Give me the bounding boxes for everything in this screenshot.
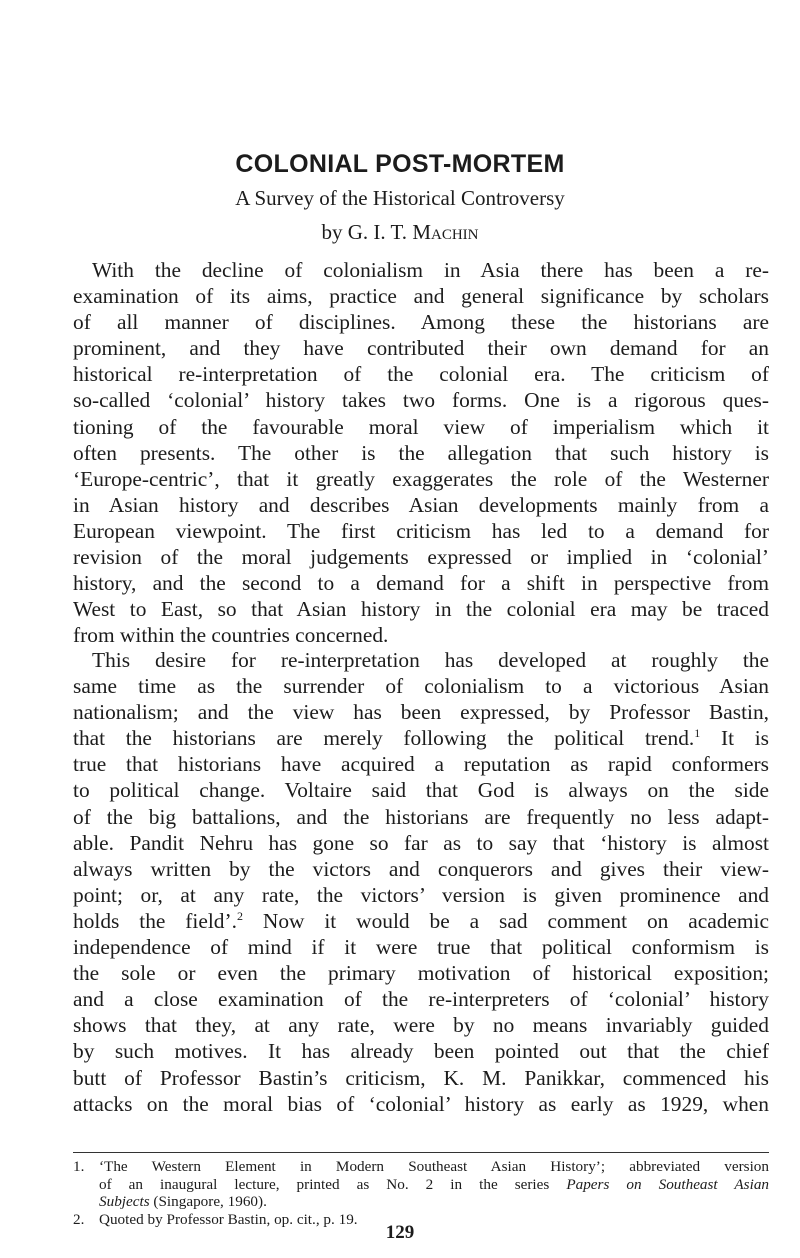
- paragraph-2: [73, 647, 769, 1117]
- body-line: shows that they, at any rate, were by no means invariably guided: [73, 1013, 769, 1038]
- body-line: history, and the second to a demand for a shift in perspective from: [73, 571, 769, 596]
- body-text: Now it would be a sad comment on academic: [242, 908, 769, 933]
- body-line: independence of mind if it were true that political conformism is: [73, 935, 769, 960]
- body-line: true that historians have acquired a reputation as rapid conformers: [73, 752, 769, 777]
- series-title: Papers on Southeast Asian: [566, 1175, 770, 1193]
- body-line: always written by the victors and conquerors and gives their view-: [73, 856, 769, 881]
- footnote-line: [99, 1193, 769, 1211]
- footnote-line: ‘The Western Element in Modern Southeast Asian History’; abbreviated version: [99, 1158, 769, 1175]
- author-surname: Machin: [412, 220, 479, 244]
- article-subtitle: A Survey of the Historical Controversy: [235, 186, 565, 210]
- body-text: that the historians are merely following the political trend.: [73, 726, 695, 751]
- body-line: prominent, and they have contributed their own demand for an: [73, 336, 769, 361]
- body-line: so-called ‘colonial’ history takes two forms. One is a rigorous ques-: [73, 388, 769, 413]
- body-line: and a close examination of the re-interpreters of ‘colonial’ history: [73, 987, 769, 1012]
- body-line: [73, 725, 769, 751]
- footnote-number: 1.: [73, 1158, 85, 1175]
- body-line: from within the countries concerned.: [73, 623, 389, 648]
- body-line: ‘Europe-centric’, that it greatly exaggerates the role of the Westerner: [73, 466, 769, 491]
- body-line: to political change. Voltaire said that God is always on the side: [73, 778, 769, 803]
- body-line: by such motives. It has already been pointed out that the chief: [73, 1039, 769, 1064]
- footnote-line: Quoted by Professor Bastin, op. cit., p. 19.: [99, 1210, 358, 1228]
- paragraph-1: [73, 257, 769, 648]
- body-line: historical re-interpretation of the colonial era. The criticism of: [73, 362, 769, 387]
- body-line: European viewpoint. The first criticism has led to a demand for: [73, 518, 769, 543]
- body-line: in Asian history and describes Asian developments mainly from a: [73, 492, 769, 517]
- body-line: revision of the moral judgements expressed or implied in ‘colonial’: [73, 545, 769, 570]
- body-line: With the decline of colonialism in Asia there has been a re-: [92, 258, 769, 282]
- body-line: of all manner of disciplines. Among these the historians are: [73, 310, 769, 335]
- body-line: point; or, at any rate, the victors’ version is given prominence and: [73, 882, 769, 907]
- footnote-line: [99, 1176, 769, 1194]
- byline-prefix: by G. I. T.: [321, 220, 413, 244]
- footnote-number: 2.: [73, 1210, 85, 1228]
- footnote-text: (Singapore, 1960).: [149, 1193, 267, 1211]
- body-line: This desire for re-interpretation has developed at roughly the: [92, 648, 769, 672]
- body-line: nationalism; and the view has been expressed, by Professor Bastin,: [73, 700, 769, 725]
- footnote-ref-1[interactable]: 1: [694, 726, 701, 741]
- footnote-text: of an inaugural lecture, printed as No. 2 in the series: [99, 1175, 567, 1193]
- body-line: the sole or even the primary motivation of historical exposition;: [73, 961, 769, 986]
- footnotes: [73, 1158, 769, 1228]
- body-line: West to East, so that Asian history in the colonial era may be traced: [73, 597, 769, 622]
- body-text: It is: [700, 726, 769, 751]
- body-line: often presents. The other is the allegation that such history is: [73, 440, 769, 465]
- footnote-1: [73, 1158, 769, 1211]
- body-line: same time as the surrender of colonialism to a victorious Asian: [73, 674, 769, 699]
- byline: [0, 220, 800, 245]
- body-line: [73, 908, 769, 934]
- body-line: butt of Professor Bastin’s criticism, K. M. Panikkar, commenced his: [73, 1065, 769, 1090]
- body-line: examination of its aims, practice and general significance by scholars: [73, 284, 769, 309]
- footnote-divider: [73, 1152, 769, 1153]
- body-line: able. Pandit Nehru has gone so far as to say that ‘history is almost: [73, 830, 769, 855]
- body-line: tioning of the favourable moral view of imperialism which it: [73, 414, 769, 439]
- footnote-ref-2[interactable]: 2: [236, 908, 243, 923]
- body-text: holds the field’.: [73, 908, 237, 933]
- page-number: 129: [385, 1222, 415, 1243]
- series-title: Subjects: [99, 1193, 150, 1211]
- article-title: COLONIAL POST-MORTEM: [235, 150, 565, 178]
- body-line: of the big battalions, and the historians are frequently no less adapt-: [73, 804, 769, 829]
- body-line: attacks on the moral bias of ‘colonial’ history as early as 1929, when: [73, 1091, 769, 1116]
